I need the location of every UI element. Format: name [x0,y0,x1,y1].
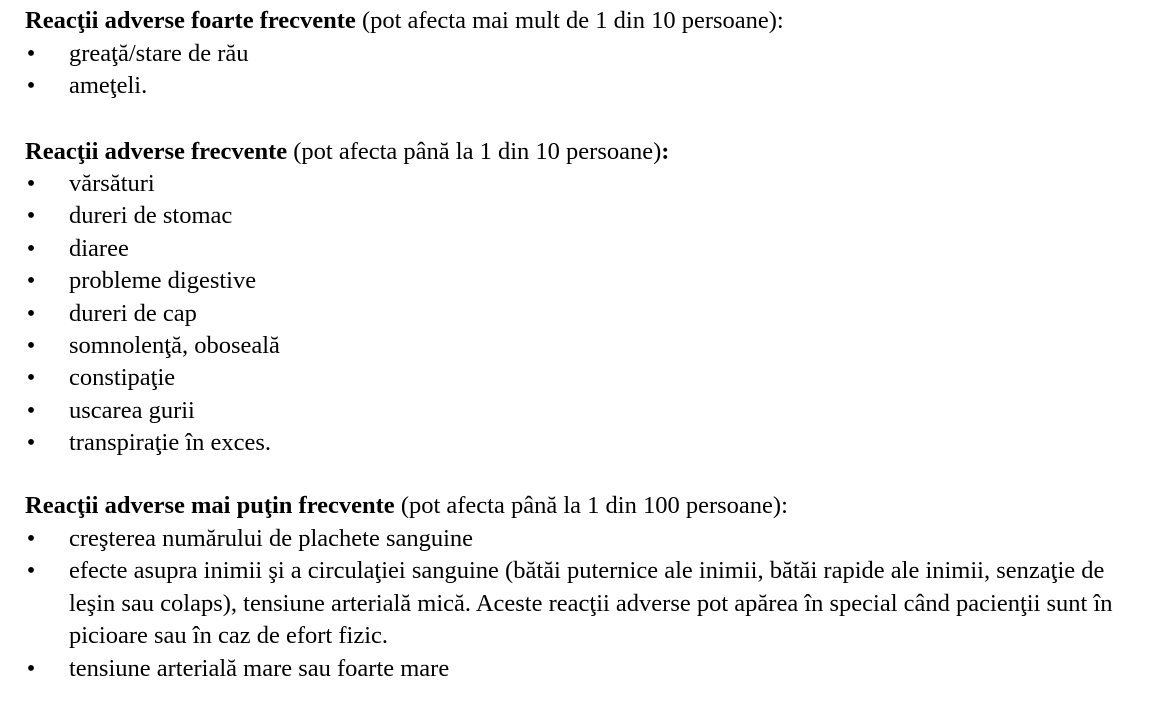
list-item [0,298,1158,330]
section-title-bold: Reacţii adverse frecvente [25,138,288,165]
bullet-icon: • [26,299,36,327]
list-item-text: uscarea gurii [69,396,195,424]
list-item-text: probleme digestive [69,267,257,295]
list-item-text: somnolenţă, oboseală [69,332,280,360]
list-frequent [0,168,1158,460]
list-item [0,427,1158,459]
bullet-icon: • [26,654,36,682]
section-heading-uncommon [25,490,788,522]
bullet-icon: • [26,202,36,230]
bullet-icon: • [26,429,36,457]
list-item [0,395,1158,427]
list-item-text: dureri de stomac [69,202,233,230]
list-item-text: constipaţie [69,364,176,392]
list-very-frequent [0,38,1158,103]
list-item [0,523,1158,555]
list-item-text: tensiune arterială mare sau foarte mare [69,654,450,682]
section-heading-very-frequent [25,5,784,37]
list-uncommon [0,523,1158,685]
list-item-text: creşterea numărului de plachete sanguine [69,525,474,552]
bullet-icon: • [26,332,36,360]
list-item [0,168,1158,200]
bullet-icon: • [26,557,36,585]
bullet-icon: • [26,364,36,392]
list-item [0,362,1158,394]
list-item-text: ameţeli. [69,72,148,100]
list-item [0,38,1158,70]
section-title-rest: (pot afecta până la 1 din 100 persoane): [394,492,788,519]
list-item-text: efecte asupra inimii şi a circulaţiei sanguine (bătăi puternice ale inimii, bătăi rapide ale inimii, senzaţie de leşin sau colaps), tensiune arterială mică. Aceste reacţii adverse pot apărea în special când pacienţii sunt în picioare sau în caz de efort fizic. [69,557,1113,650]
section-heading-frequent [25,136,669,168]
bullet-icon: • [26,170,36,197]
list-item [0,555,1158,652]
list-item [0,330,1158,362]
section-title-end: : [661,138,670,165]
list-item-text: greaţă/stare de rău [69,40,249,67]
bullet-icon: • [26,267,36,295]
list-item [0,70,1158,102]
bullet-icon: • [26,525,36,552]
bullet-icon: • [26,40,36,67]
list-item-text: dureri de cap [69,299,197,327]
bullet-icon: • [26,72,36,100]
section-title-bold: Reacţii adverse foarte frecvente [25,7,356,34]
section-title-rest: (pot afecta până la 1 din 10 persoane) [287,138,662,165]
list-item-text: transpiraţie în exces. [69,429,272,457]
section-title-rest: (pot afecta mai mult de 1 din 10 persoane): [355,7,784,34]
bullet-icon: • [26,396,36,424]
section-title-bold: Reacţii adverse mai puţin frecvente [25,492,395,519]
list-item-text: diaree [69,234,129,262]
bullet-icon: • [26,234,36,262]
list-item [0,653,1158,685]
list-item [0,233,1158,265]
list-item [0,265,1158,297]
list-item [0,200,1158,232]
list-item-text: vărsături [69,170,155,197]
